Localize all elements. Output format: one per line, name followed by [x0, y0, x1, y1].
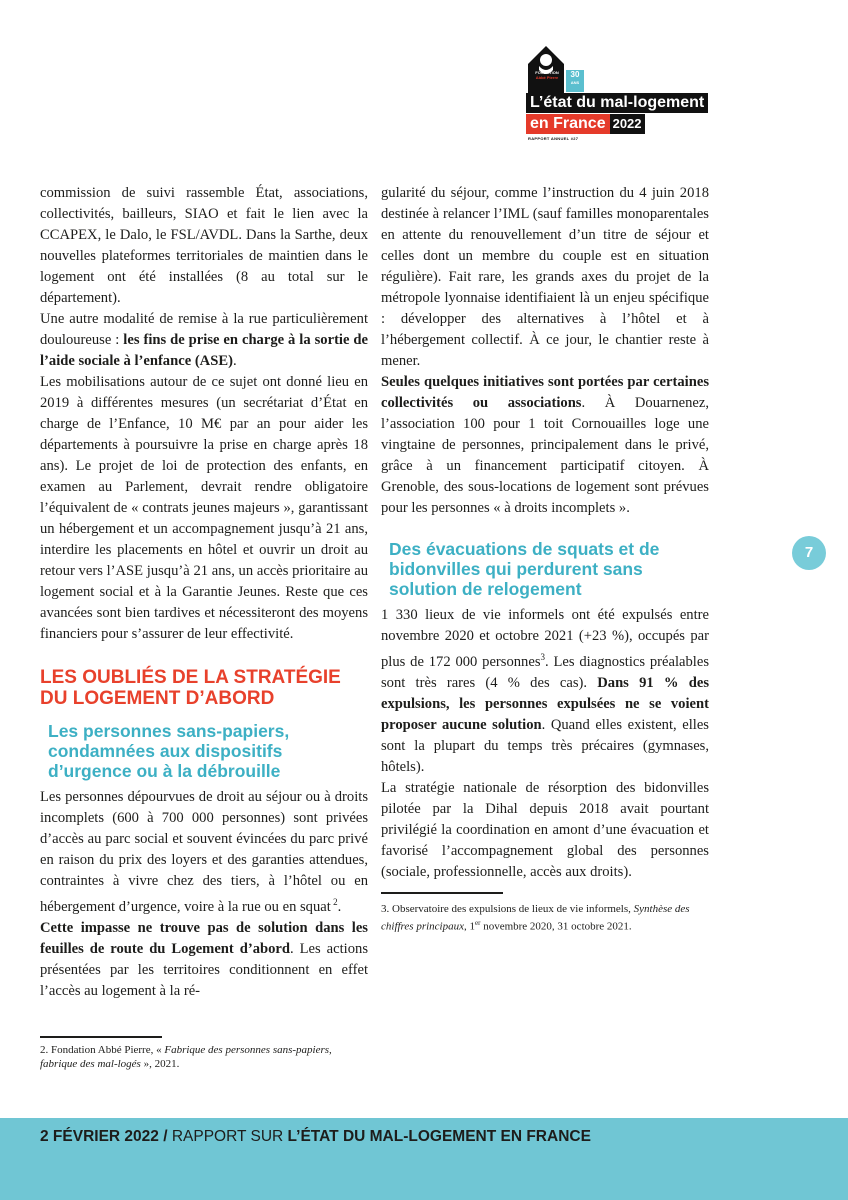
paragraph: 1 330 lieux de vie informels ont été expulsés entre novembre 2020 et octobre 2021 (+23 %), occupés par plus de 172 000 personnes$^3$. Les diagnostics préalables sont très rares (4 % des cas). Dans 91 % des expulsions, les personnes expulsées ne se voient proposer aucune solution. Quand elles existent, elles sont la plupart du temps très précaires (gymnases, hôtels). — [381, 607, 709, 775]
paragraph: commission de suivi rassemble État, associations, collectivités, bailleurs, SIAO et fait le lien avec la CCAPEX, le Dalo, le FSL/AVDL. Dans la Sarthe, deux nouvelles plateformes territoriales de maintien dans le logement ont été installées (8 au total sur le département). — [40, 185, 368, 306]
anniversary-badge: 30 ANS — [566, 70, 584, 92]
paragraph: Les mobilisations autour de ce sujet ont donné lieu en 2019 à différentes mesures (un secrétariat d’État en charge de l’Enfance, 10 M€ par an pour aider les départements à poursuivre la prise en charge après 18 ans). Le projet de loi de protection des enfants, en examen au Parlement, devrait rendre obligatoire l’équivalent de « contrats jeunes majeurs », garantissant un hébergement et un accompagnement jusqu’à 21 ans, interdire les placements en hôtel et ouvrir un droit au retour vers l’ASE jusqu’à 21 ans, un accès prioritaire au logement social et à la Garantie Jeunes. Reste que ces avancées sont bien tardives et nécessiteront des moyens financiers pour s’assurer de leur effectivité. — [40, 374, 368, 642]
subsection-heading: Les personnes sans-papiers, condamnées aux dispositifs d’urgence ou à la débrouille — [48, 721, 290, 781]
subsection-heading: Des évacuations de squats et de bidonvilles qui perdurent sans solution de relogement — [389, 539, 660, 599]
footnote-2: 2. Fondation Abbé Pierre, « Fabrique des personnes sans-papiers, fabrique des mal-logés », 2021. — [40, 1044, 332, 1070]
logo-subtitle: RAPPORT ANNUEL #27 — [528, 136, 579, 141]
logo-title-line1: L’état du mal-logement — [526, 93, 708, 113]
footnote-rule — [381, 892, 503, 894]
footer-text: 2 FÉVRIER 2022 / RAPPORT SUR L’ÉTAT DU MAL-LOGEMENT EN FRANCE — [40, 1128, 591, 1145]
paragraph: Une autre modalité de remise à la rue particulièrement douloureuse : les fins de prise en charge à la sortie de l’aide sociale à l’enfance (ASE). — [40, 311, 368, 369]
logo-title-line2: en France 2022 — [526, 114, 645, 134]
page-number: 7 — [792, 536, 826, 570]
report-logo — [526, 44, 708, 140]
footer-band — [0, 1118, 848, 1200]
footnote-3: 3. Observatoire des expulsions de lieux de vie informels, Synthèse des chiffres principaux, 1er novembre 2020, 31 octobre 2021. — [381, 903, 690, 933]
paragraph: gularité du séjour, comme l’instruction du 4 juin 2018 destinée à relancer l’IML (sauf familles monoparentales en attente du renouvellement d’un titre de séjour et celles dont un membre du couple est en situation régulière). Fait rare, les grands axes du projet de la métropole lyonnaise identifiaient là un enjeu spécifique : développer des alternatives à l’hôtel et à l’hébergement collectif. À ce jour, le chantier reste à mener. — [381, 185, 709, 369]
paragraph: Cette impasse ne trouve pas de solution dans les feuilles de route du Logement d’abord. Les actions présentées par les territoires conditionnent en effet l’accès au logement à la ré- — [40, 919, 368, 999]
logo-fondation: FONDATION Abbé Pierre — [535, 70, 559, 80]
footnote-rule — [40, 1036, 162, 1038]
paragraph: Les personnes dépourvues de droit au séjour ou à droits incomplets (600 à 700 000 personnes) sont privées d’accès au parc social et souvent évincées du parc privé en raison du prix des loyers et des garanties attendues, contraintes à vivre chez des tiers, à l’hôtel ou en hébergement d’urgence, voire à la rue ou en squat $^2$. — [40, 789, 368, 915]
paragraph: La stratégie nationale de résorption des bidonvilles pilotée par la Dihal depuis 2018 avait pourtant privilégié la coordination en amont d’une évacuation et favorisé l’accompagnement global des personnes (sociale, professionnelle, accès aux droits). — [381, 779, 709, 880]
right-column — [381, 183, 709, 883]
left-column — [40, 183, 368, 1002]
section-heading: LES OUBLIÉS DE LA STRATÉGIE DU LOGEMENT D’ABORD — [40, 667, 341, 709]
paragraph: Seules quelques initiatives sont portées par certaines collectivités ou associations. À Douarnenez, l’association 100 pour 1 toit Cornouailles loge une vingtaine de personnes, principalement dans le privé, grâce à un financement participatif citoyen. À Grenoble, des sous-locations de logement sont prévues pour les personnes « à droits incomplets ». — [381, 374, 709, 516]
